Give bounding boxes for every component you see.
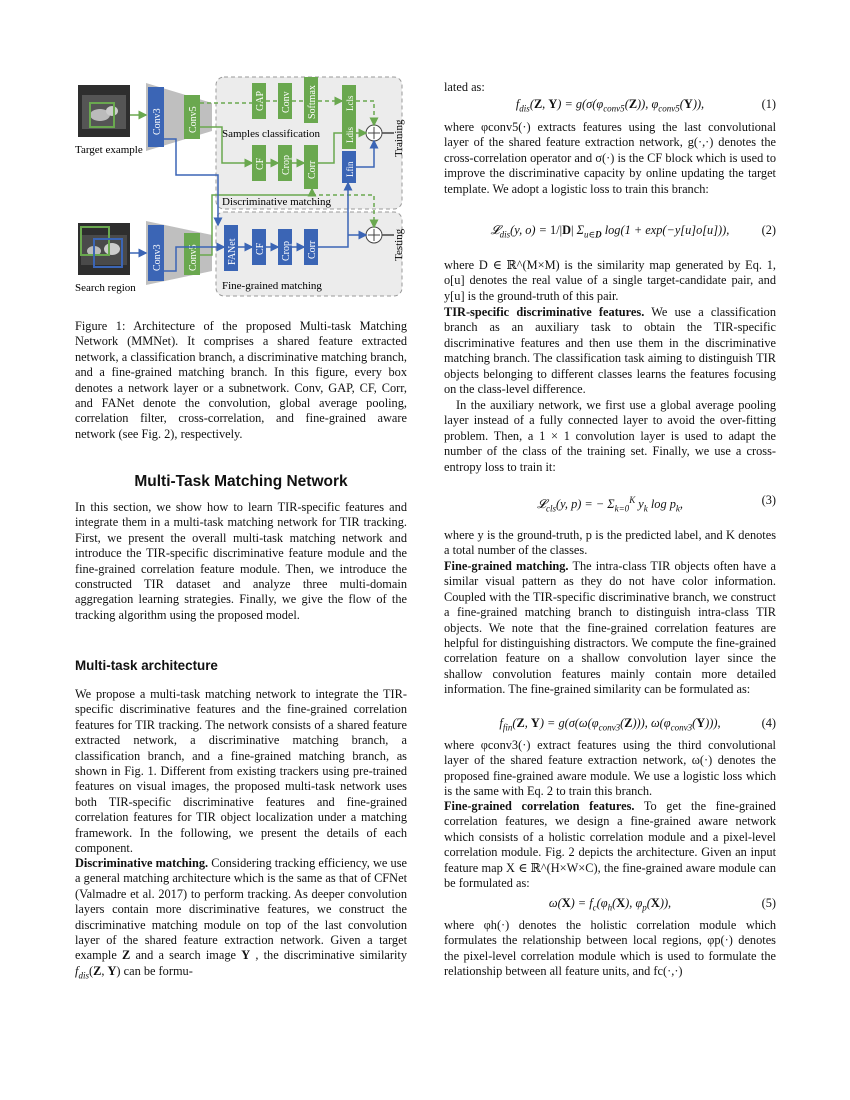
fine-grained-correlation-paragraph bbox=[444, 799, 776, 891]
fine-grained-matching-body: The intra-class TIR objects often have a similar visual pattern as they do not have color information. Coupled with the TIR-specific discriminative branch, we construct a fine-grained matching branch to distinguish intra-class TIR objects. We note that the fine-grained correlation features are helpful for distinguishing distractors. We compute the fine-grained correlation feature on a shallow convolution layer since the shallow convolution features mainly contain more detailed information. The fine-grained similarity can be formulated as: bbox=[444, 559, 776, 697]
lfin-block bbox=[342, 151, 356, 183]
svg-text:Conv: Conv bbox=[281, 91, 292, 113]
discriminative-matching-body: Considering tracking efficiency, we use a general matching architecture which is the same as that of CFNet (Valmadre et al. 2017) to perform tracking. As deeper convolution layers contain more discriminative features, we construct the discriminative matching module on top of the last convolution layer of the shared feature extraction network. Given a target example bbox=[75, 856, 407, 963]
section-title-block bbox=[75, 474, 407, 489]
figure-caption: Figure 1: Architecture of the proposed Multi-task Matching Network (MMNet). It comprises a shared feature extracted network, a classification branch, a discriminative matching branch, and a fine-grained matching branch. In this figure, every box denotes a network layer or a subnetwork. Conv, GAP, CF, Corr, and FANet denote the convolution, global average pooling, correlation filter, cross-correlation, and fine-grained aware network (see Fig. 2), respectively. bbox=[75, 319, 407, 441]
training-sum-node bbox=[366, 125, 382, 141]
svg-text:Corr: Corr bbox=[307, 160, 318, 179]
svg-text:GAP: GAP bbox=[255, 90, 266, 111]
equation-4: $f_{fin}(Z$, $Y) = g(\sigma(\omega(\varphi_{conv3}(Z)))$, $\omega(\varphi_{conv3}(Y))$), (4) bbox=[499, 716, 776, 733]
auxiliary-paragraph-block bbox=[444, 398, 776, 475]
fine-grained-matching-label: Fine-grained matching bbox=[222, 280, 322, 292]
svg-text:Conv3: Conv3 bbox=[152, 108, 163, 135]
eq4-number: (4) bbox=[761, 716, 776, 730]
section-intro: In this section, we show how to learn TIR-specific features and integrate them in a multi-task matching network for TIR tracking. First, we present the overall multi-task matching network and introduce the TIR-specific discriminative feature module and the fine-grained correlation feature module. Then, we introduce the constructed TIR dataset and analyze three multi-domain aggregation learning strategies. Finally, we give the flow of the tracking algorithm using the proposed model. bbox=[75, 500, 407, 622]
conv5-target-block bbox=[184, 95, 200, 139]
auxiliary-paragraph: In the auxiliary network, we first use a global average pooling layer instead of a fully connected layer to avoid the over-fitting problem. Then, a 1 × 1 convolution layer is used to adapt the number of the class of the training set. Finally, we use a cross-entropy loss to train it: bbox=[444, 398, 776, 474]
search-region-image bbox=[78, 223, 130, 275]
samples-classification-label: Samples classification bbox=[222, 128, 321, 140]
eq1-explanation: where φconv5(·) extracts features using the last convolutional layer of the shared feature extraction network, g(·,·) denotes the cross-correlation operator and σ(·) is the CF block which is used to improve the discriminative capacity by online updating the target template. We adopt a logistic loss to train this branch: bbox=[444, 120, 776, 196]
section-intro-block bbox=[75, 500, 407, 623]
svg-text:Conv5: Conv5 bbox=[188, 244, 199, 271]
right-col-start bbox=[444, 80, 776, 95]
eq4-explanation-block bbox=[444, 738, 776, 800]
svg-text:Lcls: Lcls bbox=[345, 95, 355, 111]
svg-text:CF: CF bbox=[255, 157, 266, 170]
equation-1: $f_{dis}(Z$, $Y) = g(\sigma(\varphi_{conv5}(Z))$, $\varphi_{conv5}(Y)$), (1) bbox=[515, 97, 776, 114]
softmax-block bbox=[304, 77, 318, 123]
lcls-block bbox=[342, 85, 356, 117]
conv3-search-block bbox=[148, 225, 164, 281]
architecture-figure bbox=[72, 75, 492, 300]
discriminative-matching-paragraph: Discriminative matching. Considering tracking efficiency, we use a general matching architecture which is the same as that of CFNet (Valmadre et al. 2017) to perform tracking. As deeper convolution layers contain more discriminative features, we construct the discriminative matching module on top of the last convolution layer of the shared feature extraction network. Given a target example Z and a search image Y , the discriminative similarity $f_{dis}(Z$, Y) can be formu- bbox=[75, 856, 408, 981]
multitask-paragraph-block bbox=[75, 687, 407, 856]
svg-text:Conv3: Conv3 bbox=[152, 244, 163, 271]
discriminative-matching-label: Discriminative matching bbox=[222, 196, 332, 208]
fine-grained-matching-paragraph bbox=[444, 559, 776, 698]
subsection-title-block bbox=[75, 658, 407, 673]
discriminative-matching-heading: Discriminative matching. bbox=[75, 856, 209, 870]
eq5-explanation-block bbox=[444, 918, 776, 980]
svg-text:Corr: Corr bbox=[307, 240, 318, 259]
target-example-label: Target example bbox=[75, 144, 143, 156]
target-example-image bbox=[78, 85, 130, 137]
eq1-explanation-block bbox=[444, 120, 776, 197]
eq4-explanation: where φconv3(·) extract features using the third convolutional layer of the shared feature extraction network, ω(·) denotes the proposed fine-grained aware module. We use a logistic loss which is the same with Eq. 2 to train this branch. bbox=[444, 738, 776, 799]
eq3-explanation-block bbox=[444, 528, 776, 559]
cf-top-block bbox=[252, 145, 266, 181]
fine-grained-matching-heading: Fine-grained matching. bbox=[444, 559, 569, 573]
corr-top-block bbox=[304, 145, 318, 189]
svg-text:Ldis: Ldis bbox=[345, 126, 355, 143]
equation-3: 𝓛$_{cls}$(y, p) = − $\Sigma_{k=0}^K$ $y_k$ $\log p_k$, (3) bbox=[444, 478, 776, 522]
search-region-label: Search region bbox=[75, 282, 136, 294]
cf-bottom-block bbox=[252, 229, 266, 265]
eq2-explanation: where D ∈ ℝ^(M×M) is the similarity map generated by Eq. 1, o[u] denotes the real value of a single target-candidate pair, and y[u] is the ground-truth of this pair. bbox=[444, 258, 776, 303]
conv-block bbox=[278, 83, 292, 119]
gap-block bbox=[252, 83, 266, 119]
svg-text:Lfin: Lfin bbox=[345, 161, 355, 177]
eq5-explanation: where φh(·) denotes the holistic correlation module which formulates the relationship between local regions, φp(·) denotes the pixel-level correlation module which is used to formulate the relationship between all feature units, and fc(·,·) bbox=[444, 918, 776, 979]
figure-caption-block bbox=[75, 319, 407, 442]
tir-specific-heading: TIR-specific discriminative features. bbox=[444, 305, 645, 319]
svg-text:CF: CF bbox=[255, 242, 266, 255]
eq5-number: (5) bbox=[761, 896, 776, 910]
fine-grained-correlation-body: To get the fine-grained correlation features, we design a fine-grained aware network which consists of a holistic correlation module and a pixel-level correlation module. Fig. 2 depicts the architecture. Given an input feature map X ∈ ℝ^(H×W×C), the fine-grained aware module can be formulated as: bbox=[444, 799, 776, 891]
crop-bottom-block bbox=[278, 229, 292, 265]
fine-grained-correlation-heading: Fine-grained correlation features. bbox=[444, 799, 635, 813]
multitask-paragraph: We propose a multi-task matching network to integrate the TIR-specific discriminative features and the fine-grained correlation features for TIR tracking. The network consists of a shared feature extracted network, a discriminative matching branch, a classification branch, and a fine-grained matching branch, as shown in Fig. 1. Different from existing trackers using pre-trained features on visual images, the proposed multi-task network uses both TIR-specific discriminative features and fine-grained correlation features for TIR object localization under a matching framework. In the following, we present the details of each component. bbox=[75, 687, 407, 856]
testing-sum-node bbox=[366, 227, 382, 243]
equation-5: $\omega(X) = f_c(\varphi_h(X)$, $\varphi_p(X)$), (5) bbox=[548, 896, 776, 913]
ldis-block bbox=[342, 117, 356, 149]
eq1-number: (1) bbox=[761, 97, 776, 111]
eq2-number: (2) bbox=[761, 223, 776, 237]
tir-specific-body: We use a classification branch as an auxiliary task to obtain the TIR-specific discriminative features and then use them in the discriminative matching branch. The classification task aiming to distinguish TIR objects belonging to different classes learns the features focusing on the class-level difference. bbox=[444, 305, 776, 397]
eq3-explanation: where y is the ground-truth, p is the predicted label, and K denotes a total number of the classes. bbox=[444, 528, 776, 558]
tir-specific-paragraph bbox=[444, 305, 776, 397]
svg-text:Softmax: Softmax bbox=[307, 85, 318, 119]
svg-text:FANet: FANet bbox=[227, 238, 238, 265]
section-title: Multi-Task Matching Network bbox=[134, 473, 348, 490]
conv5-search-block bbox=[184, 233, 200, 275]
training-label: Training bbox=[393, 119, 405, 157]
corr-bottom-block bbox=[304, 229, 318, 265]
conv3-target-block bbox=[148, 87, 164, 147]
testing-label: Testing bbox=[393, 228, 405, 261]
subsection-title: Multi-task architecture bbox=[75, 658, 218, 673]
eq2-explanation-block bbox=[444, 258, 776, 304]
equation-2: 𝓛$_{dis}$(y, o) = 1/|D| $\Sigma_{u\in D}$ log(1 + exp(−y[u]o[u])), (2) bbox=[444, 212, 776, 250]
fanet-block bbox=[224, 225, 238, 271]
svg-text:Crop: Crop bbox=[281, 155, 292, 175]
crop-top-block bbox=[278, 145, 292, 181]
eq3-number: (3) bbox=[761, 493, 776, 507]
svg-text:Conv5: Conv5 bbox=[188, 106, 199, 133]
svg-text:Crop: Crop bbox=[281, 241, 292, 261]
lated-as: lated as: bbox=[444, 80, 485, 94]
